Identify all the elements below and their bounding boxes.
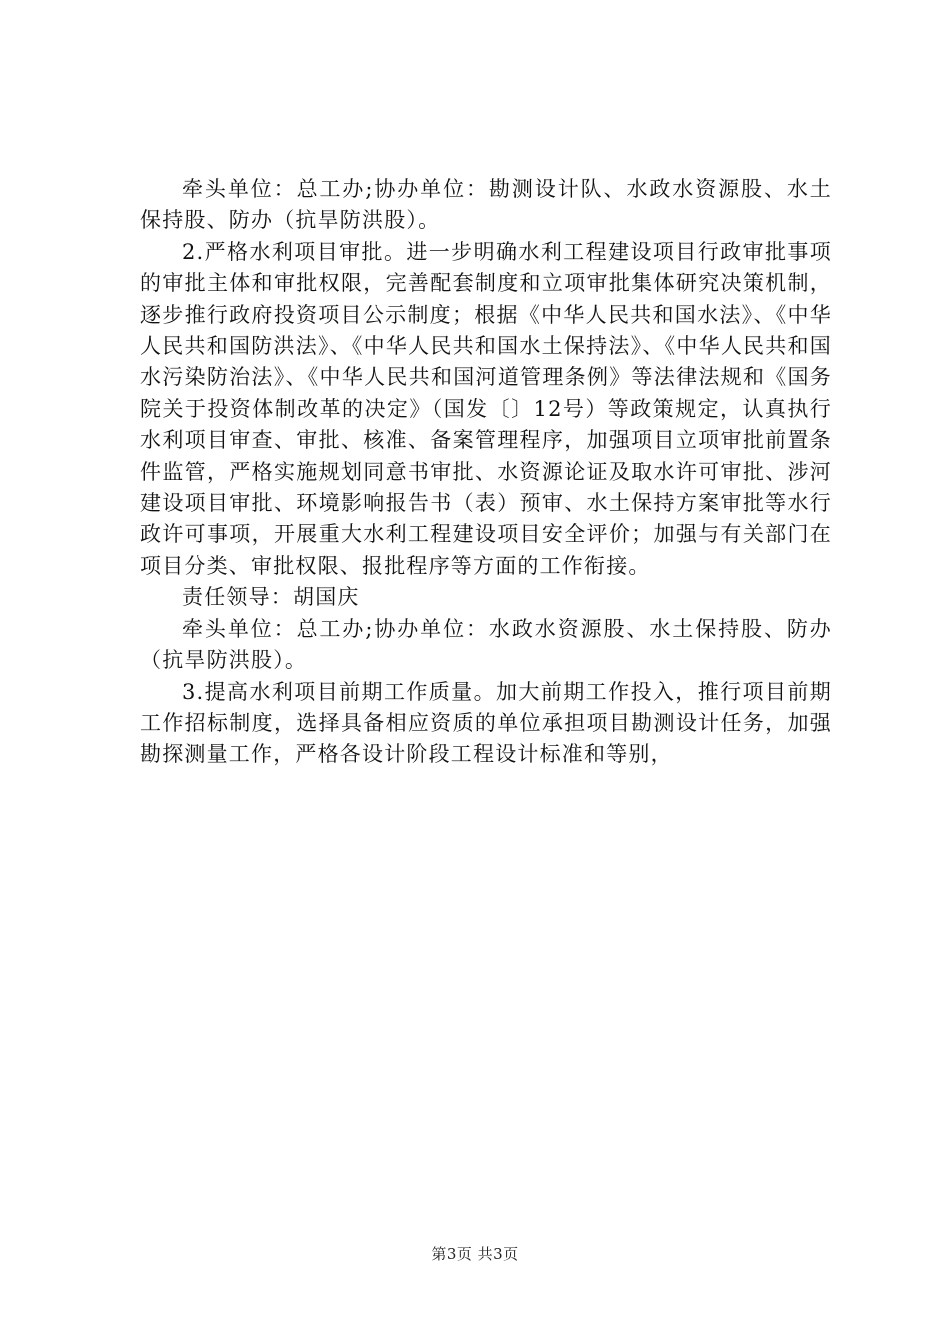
paragraph-lead-units-2: 牵头单位：总工办;协办单位：水政水资源股、水土保持股、防办（抗旱防洪股）。 (140, 616, 832, 673)
document-body (140, 174, 832, 771)
page-number-footer: 第3页 共3页 (431, 1245, 519, 1263)
paragraph-item-2-project-approval: 2.严格水利项目审批。进一步明确水利工程建设项目行政审批事项的审批主体和审批权限，完善配套制度和立项审批集体研究决策机制，逐步推行政府投资项目公示制度；根据《中华人民共和国水法》、《中华人民共和国防洪法》、《中华人民共和国水土保持法》、《中华人民共和国水污染防治法》、《中华人民共和国河道管理条例》等法律法规和《国务院关于投资体制改革的决定》（国发〔〕12号）等政策规定，认真执行水利项目审查、审批、核准、备案管理程序，加强项目立项审批前置条件监管，严格实施规划同意书审批、水资源论证及取水许可审批、涉河建设项目审批、环境影响报告书（表）预审、水土保持方案审批等水行政许可事项，开展重大水利工程建设项目安全评价；加强与有关部门在项目分类、审批权限、报批程序等方面的工作衔接。 (140, 239, 832, 578)
paragraph-responsible-leader: 责任领导：胡国庆 (182, 585, 360, 610)
paragraph-lead-units-1: 牵头单位：总工办;协办单位：勘测设计队、水政水资源股、水土保持股、防办（抗旱防洪股）。 (140, 177, 832, 233)
paragraph-item-3-preliminary-work: 3.提高水利项目前期工作质量。加大前期工作投入，推行项目前期工作招标制度，选择具备相应资质的单位承担项目勘测设计任务，加强勘探测量工作，严格各设计阶段工程设计标准和等别， (140, 679, 832, 767)
